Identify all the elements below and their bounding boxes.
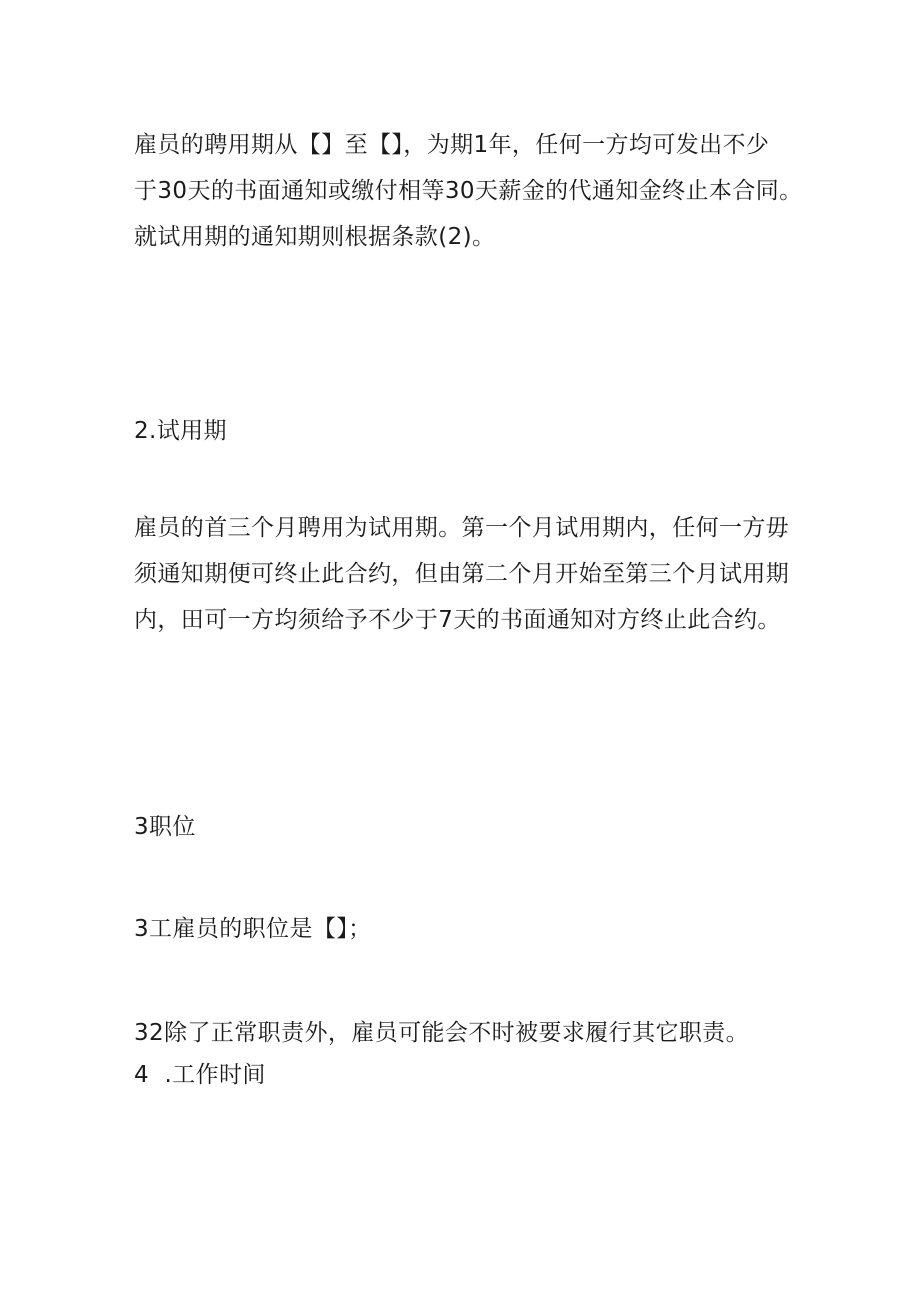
heading-position: 3职位 [134, 814, 196, 840]
heading-probation: 2.试用期 [134, 418, 227, 444]
paragraph-line: 雇员的首三个月聘用为试用期。第一个月试用期内，任何一方毋 [134, 515, 790, 541]
paragraph-line: 就试用期的通知期则根据条款(2)。 [134, 224, 496, 250]
clause-3-2: 32除了正常职责外，雇员可能会不时被要求履行其它职责。 [134, 1020, 750, 1046]
heading-working-hours: 4 .工作时间 [134, 1062, 266, 1088]
paragraph-probation [134, 505, 814, 643]
paragraph-line: 内，田可一方均须给予不少于7天的书面通知对方终止此合约。 [134, 607, 781, 633]
paragraph-line: 须通知期便可终止此合约，但由第二个月开始至第三个月试用期 [134, 561, 790, 587]
clause-3-1: 3工雇员的职位是【】； [134, 916, 372, 942]
paragraph-employment-term [134, 122, 814, 260]
paragraph-line: 雇员的聘用期从【】至【】，为期1年，任何一方均可发出不少 [134, 132, 770, 158]
paragraph-line: 于30天的书面通知或缴付相等30天薪金的代通知金终止本合同。 [134, 178, 803, 204]
